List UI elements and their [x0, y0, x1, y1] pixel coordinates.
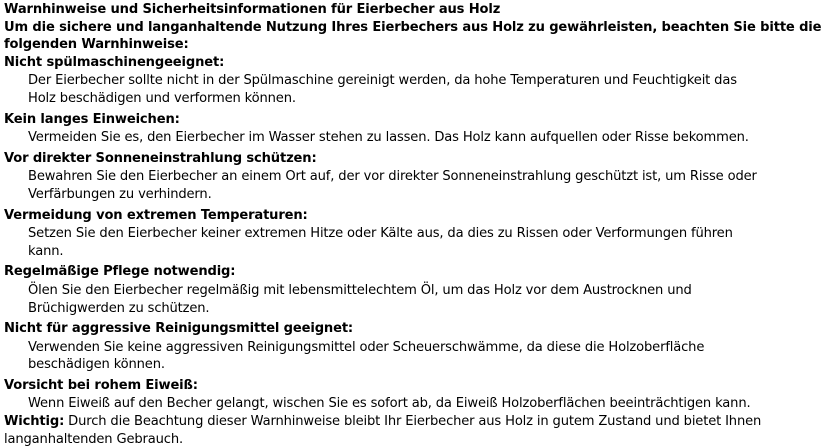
section-text-line: Bewahren Sie den Eierbecher an einem Ort auf, der vor direkter Sonneneinstrahlung geschützt ist, um Risse oder	[28, 169, 757, 185]
section-text-line: Ölen Sie den Eierbecher regelmäßig mit lebensmittelechtem Öl, um das Holz vor dem Austrocknen und	[28, 282, 692, 298]
section-body	[4, 225, 733, 260]
section-sunlight	[4, 150, 757, 204]
section-text-line: Vermeiden Sie es, den Eierbecher im Wasser stehen zu lassen. Das Holz kann aufquellen oder Risse bekommen.	[28, 130, 749, 146]
section-body	[4, 282, 718, 317]
section-body	[4, 395, 751, 413]
section-body	[4, 339, 718, 374]
section-raw-egg-white	[4, 377, 751, 413]
intro-line-2: folgenden Warnhinweise:	[4, 37, 189, 53]
section-cleaning-agents	[4, 320, 718, 374]
section-body	[4, 129, 749, 147]
section-heading: Vermeidung von extremen Temperaturen:	[4, 207, 308, 223]
section-text-line: Der Eierbecher sollte nicht in der Spülmaschine gereinigt werden, da hohe Temperaturen und Feuchtigkeit das	[28, 73, 737, 89]
note-text: Durch die Beachtung dieser Warnhinweise bleibt Ihr Eierbecher aus Holz in gutem Zustand und bietet Ihnen	[64, 414, 762, 430]
section-text-line: Setzen Sie den Eierbecher keiner extremen Hitze oder Kälte aus, da dies zu Rissen oder Verformungen führen	[28, 226, 733, 242]
section-text-line: Brüchigwerden zu schützen.	[28, 300, 210, 316]
document	[4, 1, 821, 448]
document-title: Warnhinweise und Sicherheitsinformationen für Eierbecher aus Holz	[4, 2, 501, 17]
section-text-line: Verfärbungen zu verhindern.	[28, 186, 212, 202]
section-soaking	[4, 111, 749, 147]
section-heading: Nicht für aggressive Reinigungsmittel geeignet:	[4, 321, 354, 337]
section-temperature	[4, 207, 733, 261]
section-body	[4, 72, 737, 107]
section-text-line: Holz beschädigen und verformen können.	[28, 90, 296, 106]
note-line-1	[4, 413, 762, 431]
section-text-line: beschädigen können.	[28, 357, 165, 373]
section-care	[4, 263, 718, 317]
section-heading: Vorsicht bei rohem Eiweiß:	[4, 377, 198, 393]
section-text-line: Wenn Eiweiß auf den Becher gelangt, wischen Sie es sofort ab, da Eiweiß Holzoberflächen beeinträchtigen kann.	[28, 396, 751, 412]
important-note	[4, 413, 762, 448]
section-body	[4, 168, 757, 203]
section-heading: Kein langes Einweichen:	[4, 111, 180, 127]
intro-line-1: Um die sichere und langanhaltende Nutzung Ihres Eierbechers aus Holz zu gewährleisten, beachten Sie bitte die	[4, 19, 821, 35]
section-text-line: Verwenden Sie keine aggressiven Reinigungsmittel oder Scheuerschwämme, da diese die Holzoberfläche	[28, 339, 705, 355]
section-heading: Vor direkter Sonneneinstrahlung schützen:	[4, 150, 317, 166]
note-line-2: langanhaltenden Gebrauch.	[4, 431, 184, 447]
section-heading: Nicht spülmaschinengeeignet:	[4, 54, 225, 70]
section-text-line: kann.	[28, 243, 64, 259]
section-heading: Regelmäßige Pflege notwendig:	[4, 264, 236, 280]
note-label: Wichtig:	[4, 414, 65, 430]
section-dishwasher	[4, 54, 737, 108]
